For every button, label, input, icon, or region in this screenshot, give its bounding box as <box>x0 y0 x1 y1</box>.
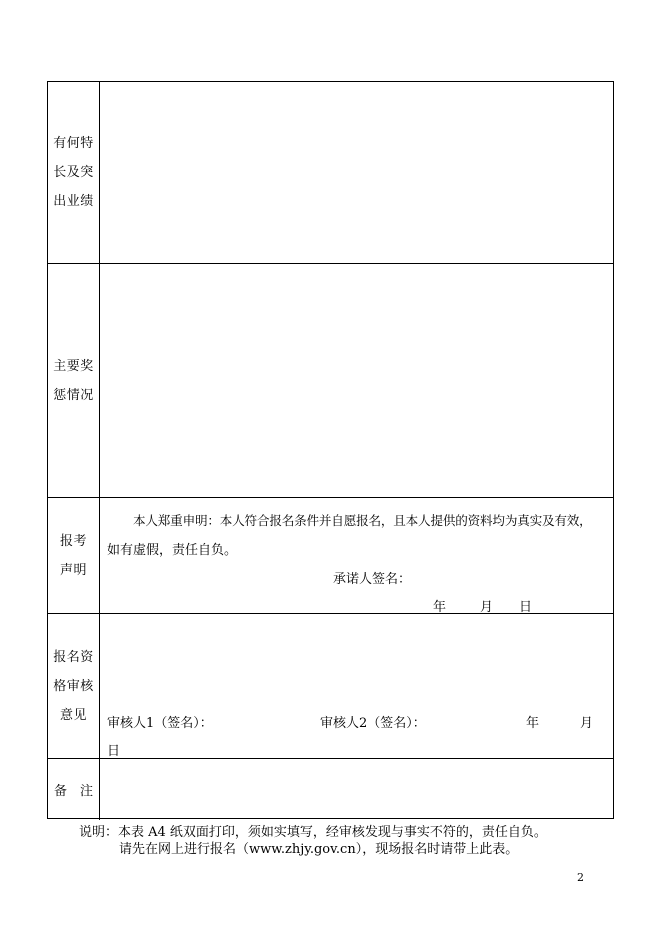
registration-form <box>47 81 614 819</box>
reviewer1-label: 审核人1（签名）： <box>107 716 213 731</box>
declaration-row <box>48 498 613 614</box>
rewards-label-line1: 主要奖 <box>53 358 94 374</box>
review-date-year: 年 <box>526 716 540 731</box>
declaration-label <box>48 498 100 613</box>
remarks-label <box>48 759 100 820</box>
declaration-label-line2: 声明 <box>59 562 87 578</box>
rewards-input-area[interactable] <box>100 264 613 497</box>
page-number: 2 <box>577 871 584 884</box>
declaration-date-day: 日 <box>519 600 533 615</box>
review-label-line2: 格审核 <box>53 678 94 694</box>
review-date-month: 月 <box>580 716 594 731</box>
remarks-label-text: 备 注 <box>53 784 93 799</box>
remarks-input-area[interactable] <box>100 759 613 820</box>
review-content[interactable] <box>100 614 613 758</box>
note-line1: 说明：本表 A4 纸双面打印，须如实填写，经审核发现与事实不符的，责任自负。 <box>79 825 547 840</box>
specialty-label <box>48 82 100 263</box>
review-label <box>48 614 100 758</box>
rewards-label-line2: 惩情况 <box>53 387 94 403</box>
declaration-text-line2: 如有虚假，责任自负。 <box>107 543 238 558</box>
signer-label: 承诺人签名： <box>333 572 412 587</box>
declaration-date-year: 年 <box>433 600 447 615</box>
specialty-input-area[interactable] <box>100 82 613 263</box>
declaration-label-line1: 报考 <box>59 533 87 549</box>
specialty-label-line3: 出业绩 <box>53 194 94 209</box>
review-label-line1: 报名资 <box>53 649 94 665</box>
declaration-date-month: 月 <box>480 600 494 615</box>
remarks-row <box>48 759 613 820</box>
rewards-label <box>48 264 100 497</box>
declaration-content <box>100 498 613 613</box>
review-row <box>48 614 613 759</box>
specialty-row <box>48 82 613 264</box>
rewards-row <box>48 264 613 498</box>
specialty-label-line2: 长及突 <box>53 165 94 180</box>
specialty-label-line1: 有何特 <box>53 136 94 151</box>
declaration-text-line1: 本人郑重申明：本人符合报名条件并自愿报名，且本人提供的资料均为真实及有效， <box>133 513 592 528</box>
review-label-line3: 意见 <box>59 707 87 723</box>
reviewer2-label: 审核人2（签名）： <box>320 716 426 731</box>
note-line2: 请先在网上进行报名（www.zhjy.gov.cn），现场报名时请带上此表。 <box>119 842 519 857</box>
review-date-day: 日 <box>107 744 121 759</box>
